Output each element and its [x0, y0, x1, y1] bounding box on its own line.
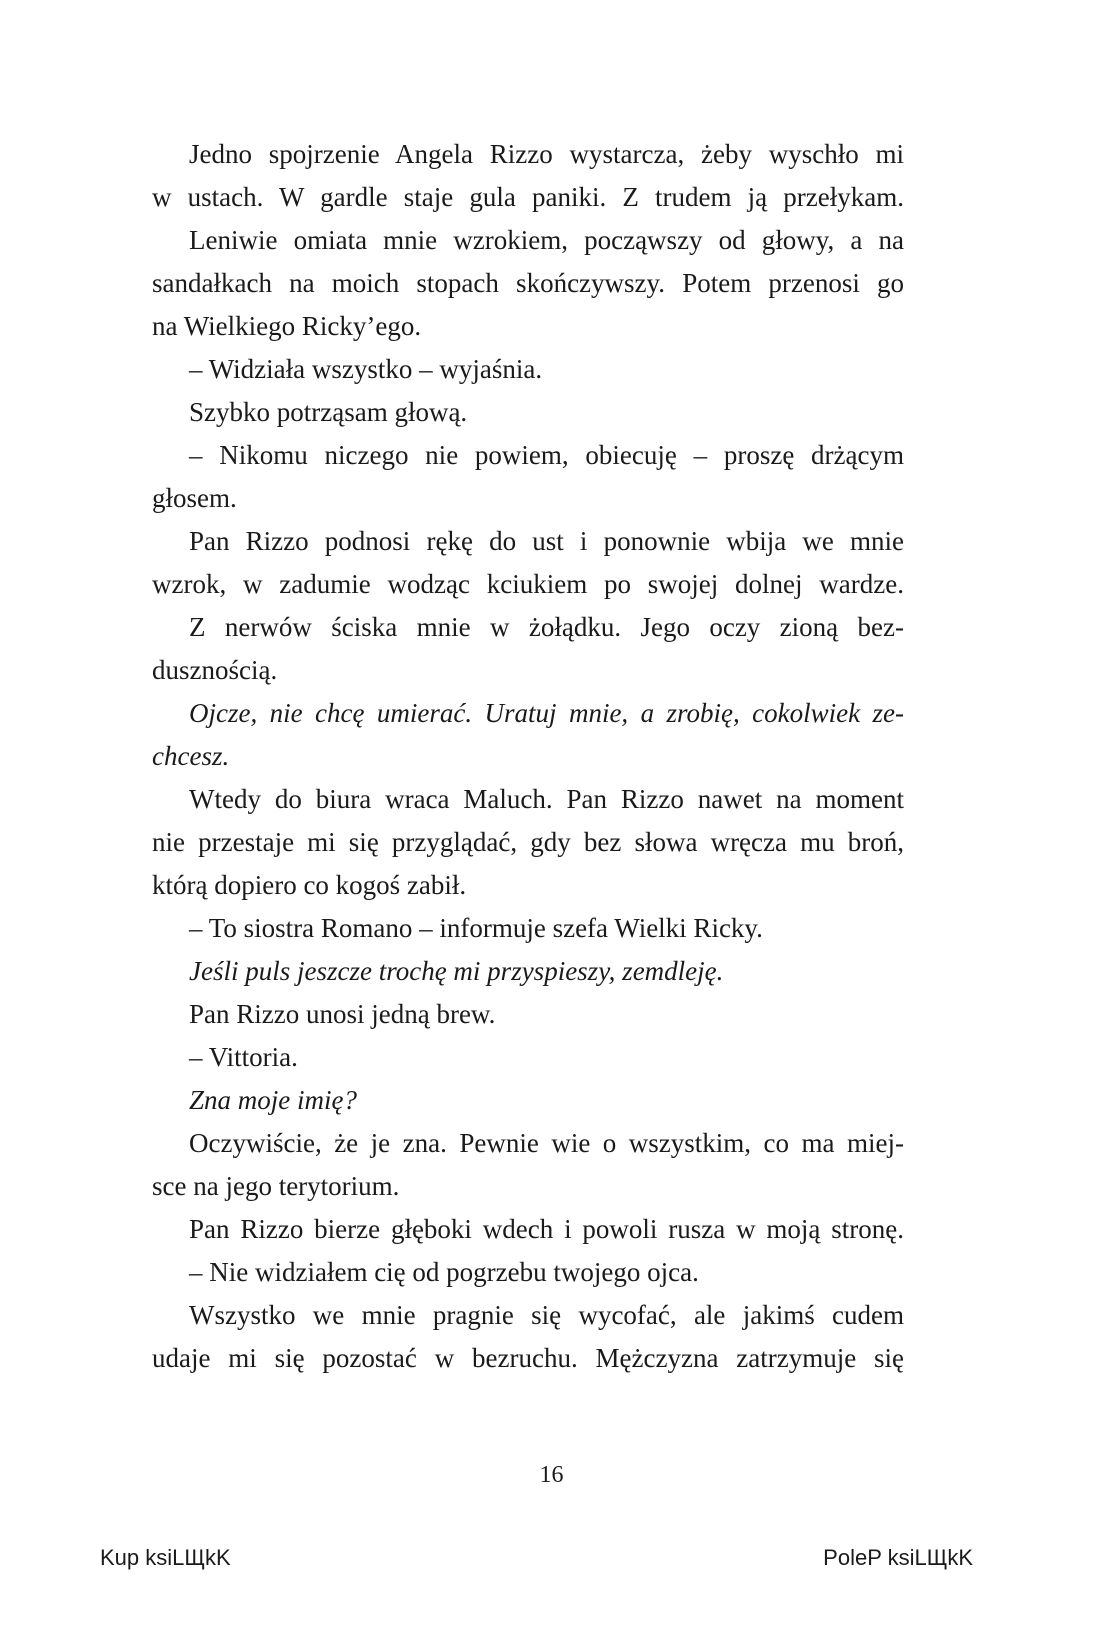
text-line: Zna moje imię?	[189, 1085, 357, 1115]
text-line: wzrok, w zadumie wodząc kciukiem po swojej dolnej wardze.	[152, 569, 904, 599]
text-line: Oczywiście, że je zna. Pewnie wie o wszystkim, co ma miej-	[189, 1128, 904, 1158]
text-line: – Vittoria.	[189, 1042, 298, 1072]
text-line: dusznością.	[152, 655, 278, 685]
text-line: Pan Rizzo unosi jedną brew.	[189, 999, 496, 1029]
text-line: Szybko potrząsam głową.	[189, 397, 468, 427]
text-line: sandałkach na moich stopach skończywszy. Potem przenosi go	[152, 268, 904, 298]
text-line: sce na jego terytorium.	[152, 1171, 400, 1201]
page-number: 16	[539, 1462, 564, 1488]
text-line: udaje mi się pozostać w bezruchu. Mężczyzna zatrzymuje się	[152, 1343, 904, 1373]
text-line: Jeśli puls jeszcze trochę mi przyspieszy, zemdleję.	[189, 956, 724, 986]
body-text	[152, 133, 904, 1380]
text-line: Leniwie omiata mnie wzrokiem, począwszy od głowy, a na	[189, 225, 904, 255]
text-line: chcesz.	[152, 741, 230, 771]
text-line: – Nikomu niczego nie powiem, obiecuję – proszę drżącym	[189, 440, 904, 470]
text-line: którą dopiero co kogoś zabił.	[152, 870, 467, 900]
text-line: Wszystko we mnie pragnie się wycofać, ale jakimś cudem	[189, 1300, 904, 1330]
text-line: Jedno spojrzenie Angela Rizzo wystarcza, żeby wyschło mi	[189, 139, 904, 169]
text-line: Wtedy do biura wraca Maluch. Pan Rizzo nawet na moment	[189, 784, 904, 814]
text-line: – Nie widziałem cię od pogrzebu twojego ojca.	[189, 1257, 699, 1287]
text-line: na Wielkiego Ricky’ego.	[152, 311, 422, 341]
text-line: głosem.	[152, 483, 237, 513]
text-line: – To siostra Romano – informuje szefa Wielki Ricky.	[189, 913, 763, 943]
text-line: Z nerwów ściska mnie w żołądku. Jego oczy zioną bez-	[189, 612, 904, 642]
recommend-book-link[interactable]: PoleP ksiLЩkK	[823, 1545, 973, 1570]
text-line: w ustach. W gardle staje gula paniki. Z trudem ją przełykam.	[152, 182, 904, 212]
text-line: – Widziała wszystko – wyjaśnia.	[189, 354, 543, 384]
buy-book-link[interactable]: Kup ksiLЩkK	[100, 1545, 231, 1570]
text-line: Pan Rizzo bierze głęboki wdech i powoli rusza w moją stronę.	[189, 1214, 904, 1244]
text-line: Ojcze, nie chcę umierać. Uratuj mnie, a zrobię, cokolwiek ze-	[189, 698, 904, 728]
text-line: nie przestaje mi się przyglądać, gdy bez słowa wręcza mu broń,	[152, 827, 904, 857]
text-line: Pan Rizzo podnosi rękę do ust i ponownie wbija we mnie	[189, 526, 904, 556]
